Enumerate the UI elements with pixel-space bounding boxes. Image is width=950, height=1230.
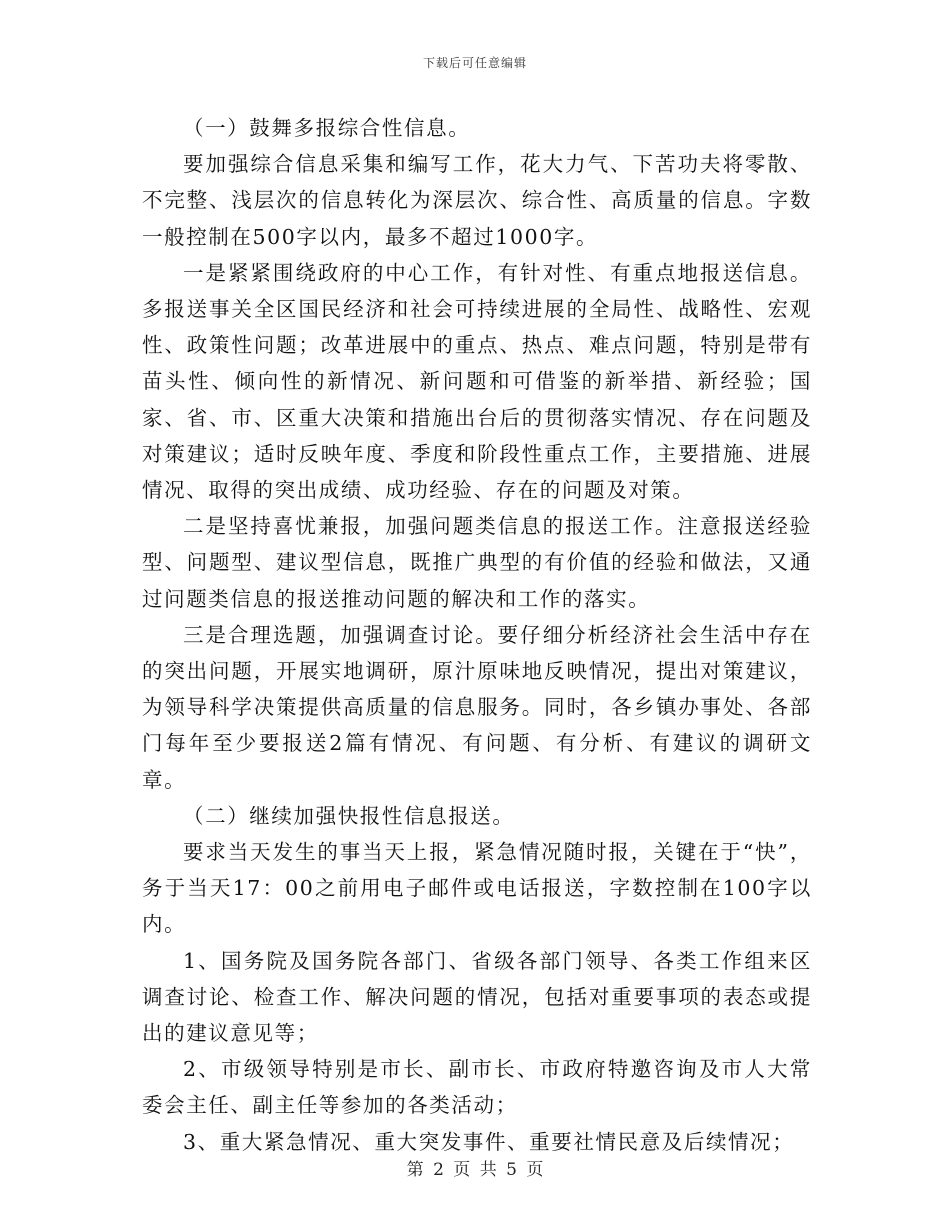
document-body — [142, 110, 812, 1160]
paragraph: 要加强综合信息采集和编写工作，花大力气、下苦功夫将零散、不完整、浅层次的信息转化为深层次、综合性、高质量的信息。字数一般控制在500字以内，最多不超过1000字。 — [142, 152, 812, 249]
paragraph: 三是合理选题，加强调查讨论。要仔细分析经济社会生活中存在的突出问题，开展实地调研，原汁原味地反映情况，提出对策建议，为领导科学决策提供高质量的信息服务。同时，各乡镇办事处、各部门每年至少要报送2篇有情况、有问题、有分析、有建议的调研文章。 — [142, 622, 812, 792]
page-number: 第 2 页 共 5 页 — [406, 1160, 544, 1180]
list-item: 3、重大紧急情况、重大突发事件、重要社情民意及后续情况； — [183, 1129, 795, 1154]
list-item: 2、市级领导特别是市长、副市长、市政府特邀咨询及市人大常委会主任、副主任等参加的各类活动； — [142, 1057, 812, 1118]
paragraph: 二是坚持喜忧兼报，加强问题类信息的报送工作。注意报送经验型、问题型、建议型信息，既推广典型的有价值的经验和做法，又通过问题类信息的报送推动问题的解决和工作的落实。 — [142, 514, 812, 611]
paragraph: 一是紧紧围绕政府的中心工作，有针对性、有重点地报送信息。多报送事关全区国民经济和社会可持续进展的全局性、战略性、宏观性、政策性问题；改革进展中的重点、热点、难点问题，特别是带有苗头性、倾向性的新情况、新问题和可借鉴的新举措、新经验；国家、省、市、区重大决策和措施出台后的贯彻落实情况、存在问题及对策建议；适时反映年度、季度和阶段性重点工作，主要措施、进展情况、取得的突出成绩、成功经验、存在的问题及对策。 — [142, 260, 812, 503]
list-item: 1、国务院及国务院各部门、省级各部门领导、各类工作组来区调查讨论、检查工作、解决问题的情况，包括对重要事项的表态或提出的建议意见等； — [142, 948, 812, 1046]
section-heading-2: （二）继续加强快报性信息报送。 — [183, 803, 515, 828]
paragraph: 要求当天发生的事当天上报，紧急情况随时报，关键在于“快”，务于当天17：00之前用电子邮件或电话报送，字数控制在100字以内。 — [142, 840, 812, 937]
section-heading-1: （一）鼓舞多报综合性信息。 — [183, 116, 471, 140]
page-header: 下载后可任意编辑 — [422, 56, 527, 70]
